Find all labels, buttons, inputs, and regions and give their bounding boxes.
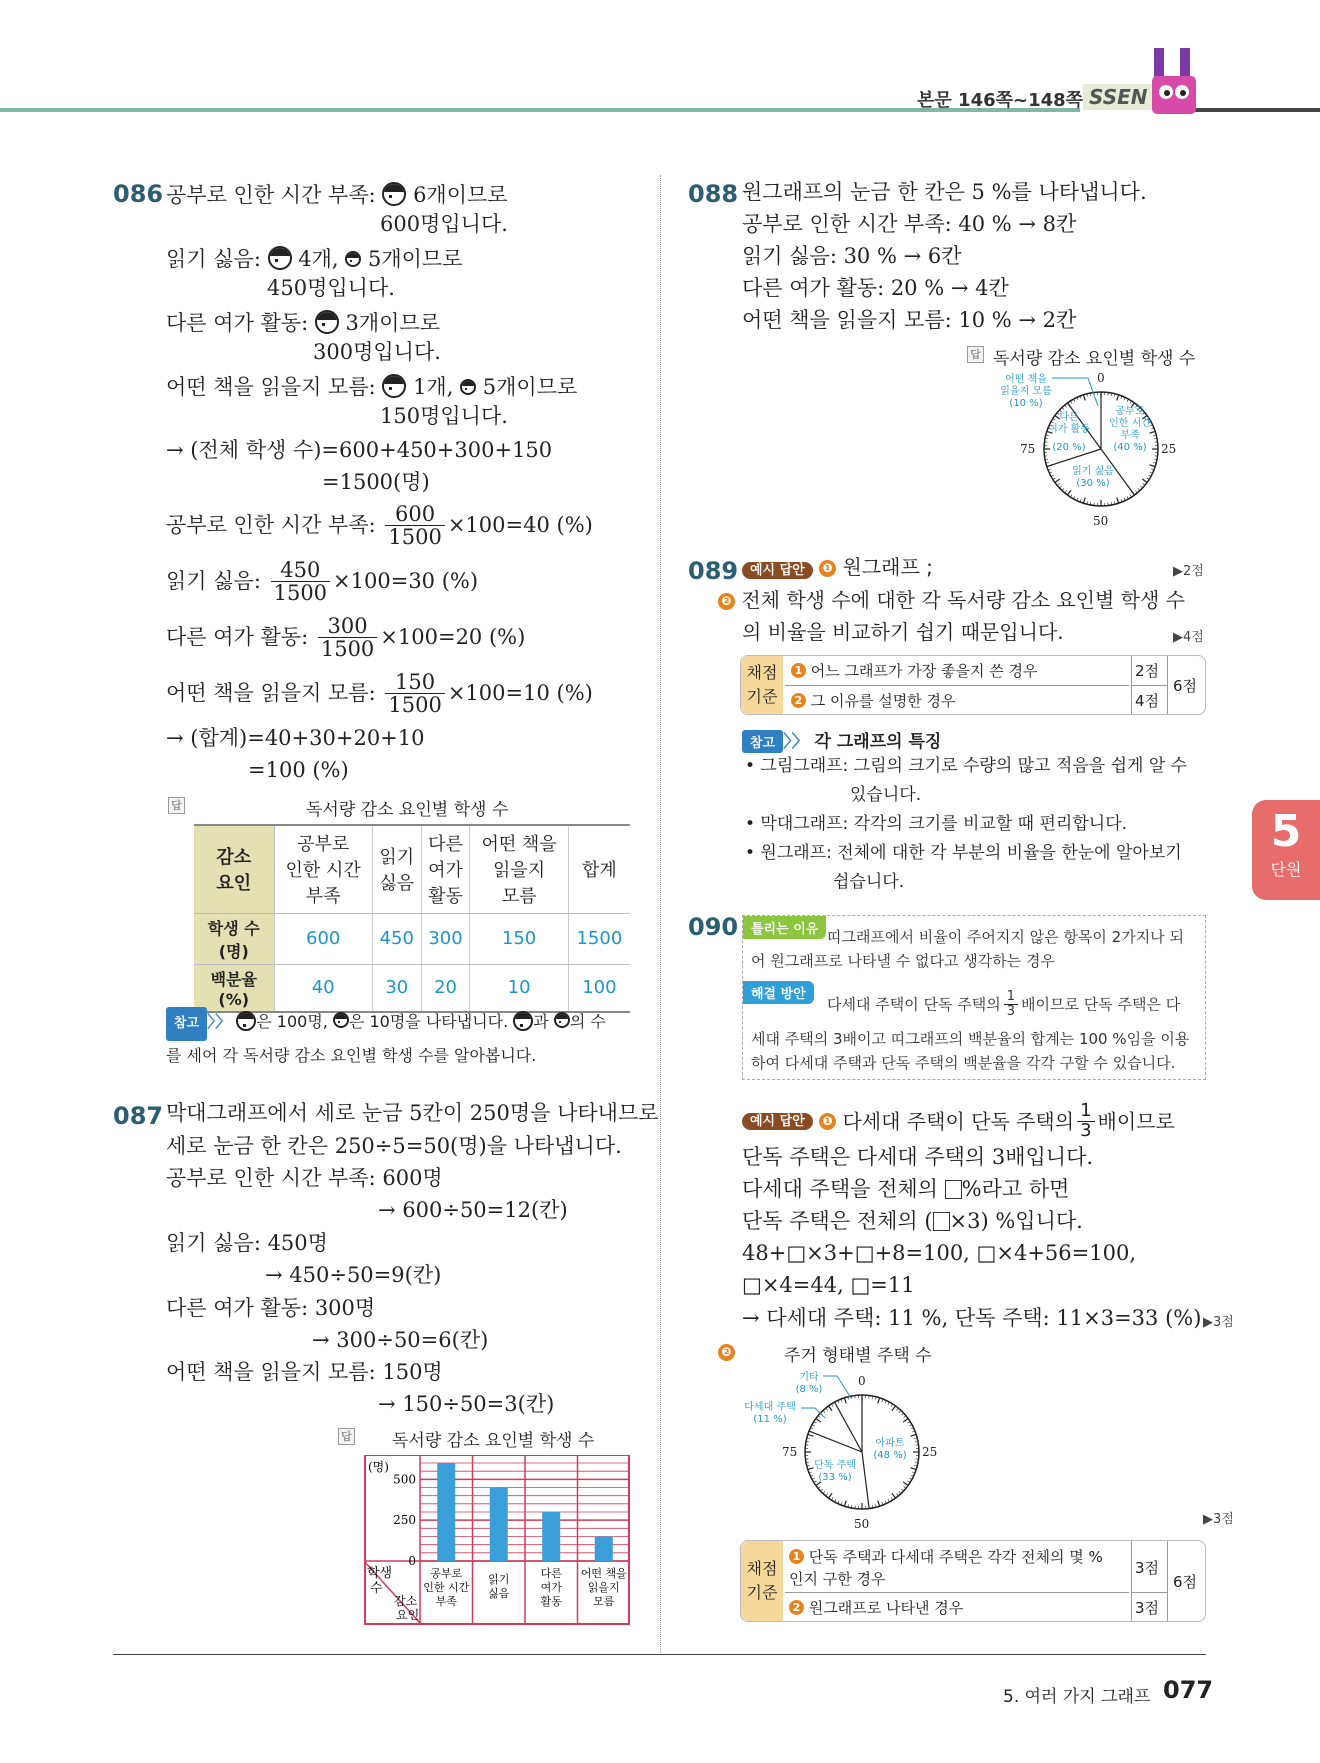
- text-line: □×4=44, □=11: [742, 1273, 915, 1297]
- slice-label: (40 %): [1113, 442, 1147, 453]
- grading-row: 2 원그래프로 나타낸 경우: [789, 1597, 963, 1618]
- text-line: 세로 눈금 한 칸은 250÷5=50(명)을 나타냅니다.: [166, 1134, 622, 1158]
- points: ▶3점: [1203, 1512, 1234, 1527]
- footer-rule: [113, 1654, 1206, 1655]
- grading-label: 채점 기준: [741, 656, 783, 714]
- table-cell: 300: [421, 913, 470, 964]
- answer-label: 답: [338, 1428, 355, 1445]
- slice-label: 공부로: [1115, 406, 1145, 417]
- wrong-tag: 틀리는 이유: [743, 916, 826, 939]
- text-line: → (전체 학생 수)=600+450+300+150: [166, 438, 553, 462]
- grading-points: 3점: [1135, 1559, 1160, 1577]
- text-line: 다른 여가 활동: 3개이므로: [166, 311, 441, 335]
- slice-label: 다른: [1059, 412, 1079, 423]
- table-cell: 40: [274, 964, 372, 1012]
- example-answer-badge: 예시 답안: [742, 1113, 813, 1130]
- problem-number: 089: [688, 557, 739, 585]
- hundred-face-icon: [236, 1011, 256, 1031]
- bar: [595, 1537, 613, 1562]
- slice-label: (33 %): [818, 1472, 852, 1483]
- ten-face-icon: [333, 1012, 349, 1028]
- text-line: → 450÷50=9(칸): [265, 1263, 442, 1287]
- problem-number: 086: [113, 180, 164, 208]
- slice-label: 아파트: [875, 1438, 905, 1449]
- blank-box: [945, 1180, 962, 1199]
- example-answer-badge: 예시 답안: [742, 562, 813, 579]
- grading-row: 1 단독 주택과 다세대 주택은 각각 전체의 몇 % 인지 구한 경우: [789, 1548, 1103, 1588]
- ten-face-icon: [345, 251, 361, 267]
- answer-label: 답: [967, 346, 984, 363]
- y-axis-label: 수: [370, 1581, 383, 1596]
- header-page-range: 본문 146쪽~148쪽: [917, 90, 1084, 111]
- hundred-face-icon: [382, 182, 406, 206]
- slice-label: 부족: [1120, 430, 1140, 441]
- mascot-icon: [1150, 46, 1198, 118]
- solution-text: 다세대 주택이 단독 주택의 $\frac{1}{3}$ 배이므로 단독 주택은 다: [827, 989, 1181, 1019]
- category-label: 공부로: [430, 1567, 463, 1580]
- slice-label: (10 %): [1009, 398, 1043, 409]
- solution-text: 세대 주택의 3배이고 띠그래프의 백분율의 합계는 100 %임을 이용: [751, 1030, 1190, 1048]
- text-line: 다른 여가 활동: 300명: [166, 1296, 376, 1320]
- ten-face-icon: [460, 379, 476, 395]
- grading-box: [740, 655, 1206, 715]
- y-axis-label: 학생: [367, 1566, 393, 1581]
- points: ▶2점: [1173, 564, 1204, 579]
- problem-number: 088: [688, 180, 739, 208]
- slice-label: 다세대 주택: [744, 1402, 796, 1413]
- row-label: 학생 수(명): [194, 913, 274, 964]
- table-cell: 10: [470, 964, 568, 1012]
- tick-label: 25: [1161, 442, 1177, 456]
- bar: [437, 1463, 455, 1561]
- footer-chapter: 5. 여러 가지 그래프: [1003, 1687, 1151, 1707]
- header-brand: SSEN: [1083, 84, 1154, 110]
- chart-title: 독서량 감소 요인별 학생 수: [392, 1431, 595, 1451]
- bar: [542, 1512, 560, 1561]
- text-line: 단독 주택은 다세대 주택의 3배입니다.: [742, 1145, 1094, 1169]
- tick-label: 50: [1093, 514, 1109, 528]
- tick-label: 25: [922, 1445, 938, 1459]
- note-title-line: 참고 〉〉 각 그래프의 특징: [742, 727, 941, 753]
- category-label: 부족: [435, 1595, 457, 1608]
- slice-boundary: [835, 1402, 862, 1452]
- row-label: 백분율(%): [194, 964, 274, 1012]
- table-cell: 30: [372, 964, 421, 1012]
- problem-number: 090: [688, 913, 739, 941]
- text-line: → 300÷50=6(칸): [312, 1328, 489, 1352]
- hundred-face-icon: [382, 374, 406, 398]
- tick-label: 500: [393, 1472, 416, 1487]
- slice-label: (8 %): [795, 1384, 823, 1395]
- side-tab-number: 5: [1270, 806, 1302, 857]
- note-tag: 참고: [742, 730, 783, 753]
- table-header: 다른 여가 활동: [421, 825, 470, 913]
- table-header: 어떤 책을 읽을지 모름: [470, 825, 568, 913]
- text-line: 600명입니다.: [380, 212, 508, 236]
- page-number: 077: [1163, 1676, 1214, 1704]
- table-cell: 1500: [568, 913, 630, 964]
- category-label: 읽기: [488, 1573, 510, 1586]
- category-label: 활동: [540, 1595, 562, 1608]
- slice-label: 여가 활동: [1048, 424, 1090, 435]
- text-line: → 600÷50=12(칸): [378, 1198, 568, 1222]
- text-line: 공부로 인한 시간 부족: 6개이므로: [166, 183, 508, 207]
- table-header: 읽기 싫음: [372, 825, 421, 913]
- unit-label: (명): [368, 1460, 389, 1474]
- text-line: 공부로 인한 시간 부족: 40 % → 8칸: [742, 212, 1077, 236]
- slice-label: 기타: [799, 1372, 819, 1383]
- tick-label: 0: [858, 1374, 866, 1388]
- note-line: 있습니다.: [850, 785, 922, 805]
- note-line: • 막대그래프: 각각의 크기를 비교할 때 편리합니다.: [745, 814, 1128, 834]
- slice-boundary: [862, 1452, 869, 1509]
- table-cell: 20: [421, 964, 470, 1012]
- text-line: → 150÷50=3(칸): [378, 1392, 555, 1416]
- hundred-face-icon: [315, 310, 339, 334]
- text-line: 450명입니다.: [267, 276, 395, 300]
- solution-text: 하여 다세대 주택과 단독 주택의 백분율을 각각 구할 수 있습니다.: [751, 1054, 1176, 1072]
- text-line: =1500(명): [322, 470, 430, 494]
- text-line: 어떤 책을 읽을지 모름: 1개, 5개이므로: [166, 375, 578, 399]
- grading-total: 6점: [1173, 1573, 1198, 1591]
- wrong-text: 띠그래프에서 비율이 주어지지 않은 항목이 2가지나 되: [827, 928, 1184, 946]
- text-line: 단독 주택은 전체의 ( ×3) %입니다.: [742, 1209, 1083, 1233]
- answer-label: 답: [168, 797, 185, 814]
- text-line: → 다세대 주택: 11 %, 단독 주택: 11×3=33 (%): [742, 1306, 1202, 1330]
- table-cell: 450: [372, 913, 421, 964]
- tick-label: 0: [1097, 371, 1105, 385]
- slice-label: 읽을지 모름: [1000, 386, 1052, 397]
- ten-face-icon: [554, 1012, 570, 1028]
- table-header: 감소 요인: [194, 825, 274, 913]
- text-line: 다세대 주택을 전체의 %라고 하면: [742, 1177, 1070, 1201]
- text-line: 공부로 인한 시간 부족: 600명: [166, 1166, 443, 1190]
- slice-label: 읽기 싫음: [1072, 466, 1114, 477]
- fraction-line: 공부로 인한 시간 부족: $\frac{600}{1500}$ ×100=40 (%): [166, 502, 593, 550]
- category-label: 싫음: [488, 1587, 510, 1600]
- step-marker: ❷: [718, 1343, 735, 1362]
- wrong-reason-box: [742, 915, 1206, 1080]
- slice-label: (11 %): [753, 1414, 787, 1425]
- note-line: • 원그래프: 전체에 대한 각 부분의 비율을 한눈에 알아보기: [745, 843, 1182, 863]
- answer-line: 의 비율을 비교하기 쉽기 때문입니다.: [742, 620, 1064, 644]
- grading-total: 6점: [1173, 677, 1198, 695]
- text-line: 막대그래프에서 세로 눈금 5칸이 250명을 나타내므로: [166, 1101, 659, 1125]
- grading-label: 채점 기준: [741, 1541, 783, 1621]
- tick-label: 250: [393, 1513, 416, 1528]
- slice-label: (48 %): [873, 1450, 907, 1461]
- slice-label: 어떤 책을: [1005, 374, 1047, 385]
- slice-boundary: [809, 1431, 862, 1452]
- category-label: 읽을지: [587, 1581, 620, 1594]
- text-line: 원그래프의 눈금 한 칸은 5 %를 나타냅니다.: [742, 180, 1147, 204]
- table-title: 독서량 감소 요인별 학생 수: [306, 800, 509, 820]
- answer-line: ❷ 전체 학생 수에 대한 각 독서량 감소 요인별 학생 수: [718, 590, 1185, 610]
- blank-box: [933, 1212, 950, 1231]
- pie-title: 주거 형태별 주택 수: [784, 1346, 932, 1366]
- grading-points: 4점: [1135, 692, 1160, 710]
- side-tab-label: 단원: [1270, 860, 1302, 879]
- fraction-line: 어떤 책을 읽을지 모름: $\frac{150}{1500}$ ×100=10 (%): [166, 670, 593, 718]
- hundred-face-icon: [513, 1011, 533, 1031]
- table-header: 공부로 인한 시간 부족: [274, 825, 372, 913]
- grading-box: [740, 1540, 1206, 1622]
- bar-chart: [364, 1455, 630, 1625]
- column-divider: [660, 175, 661, 1653]
- text-line: 어떤 책을 읽을지 모름: 10 % → 2칸: [742, 308, 1077, 332]
- text-line: 다른 여가 활동: 20 % → 4칸: [742, 276, 1009, 300]
- note-tag: 참고: [166, 1007, 207, 1041]
- x-axis-label: 요인: [396, 1608, 420, 1622]
- text-line: 읽기 싫음: 30 % → 6칸: [742, 244, 962, 268]
- text-line: → (합계)=40+30+20+10: [166, 726, 425, 750]
- tick-label: 75: [1020, 442, 1036, 456]
- points: ▶4점: [1173, 630, 1204, 645]
- tick-label: 50: [854, 1517, 870, 1531]
- x-axis-label: 감소: [394, 1594, 418, 1608]
- slice-label: 인한 시간: [1109, 418, 1151, 429]
- table-cell: 100: [568, 964, 630, 1012]
- fraction-line: 읽기 싫음: $\frac{450}{1500}$ ×100=30 (%): [166, 558, 479, 606]
- points: ▶3점: [1203, 1315, 1234, 1330]
- note-line: • 그림그래프: 그림의 크기로 수량의 많고 적음을 쉽게 알 수: [745, 756, 1188, 776]
- text-line: 읽기 싫음: 4개, 5개이므로: [166, 247, 463, 271]
- problem-number: 087: [113, 1102, 164, 1130]
- category-label: 다른: [540, 1567, 562, 1580]
- text-line: 300명입니다.: [313, 340, 441, 364]
- wrong-text: 어 원그래프로 나타낼 수 없다고 생각하는 경우: [751, 952, 1055, 970]
- table-header: 합계: [568, 825, 630, 913]
- hundred-face-icon: [268, 246, 292, 270]
- fraction-line: 다른 여가 활동: $\frac{300}{1500}$ ×100=20 (%): [166, 614, 526, 662]
- answer-line: 예시 답안 ❶ 다세대 주택이 단독 주택의 $\frac{1}{3}$ 배이므로: [742, 1102, 1175, 1141]
- slice-label: 단독 주택: [814, 1460, 856, 1471]
- grading-row: 2 그 이유를 설명한 경우: [791, 690, 956, 711]
- data-table: [194, 824, 630, 1013]
- text-line: 150명입니다.: [380, 404, 508, 428]
- text-line: 48+□×3+□+8=100, □×4+56=100,: [742, 1241, 1137, 1265]
- note-block: 참고 〉〉 은 100명, 은 10명을 나타냅니다. 과 의 수 를 세어 각 독서량 감소 요인별 학생 수를 알아봅니다.: [166, 1007, 636, 1071]
- slice-label: (20 %): [1052, 442, 1086, 453]
- pie-chart: [990, 370, 1240, 530]
- grading-points: 3점: [1135, 1599, 1160, 1617]
- grading-row: 1 어느 그래프가 가장 좋을지 쓴 경우: [791, 660, 1037, 681]
- table-cell: 150: [470, 913, 568, 964]
- side-tab: [1252, 800, 1320, 900]
- category-label: 인한 시간: [423, 1581, 470, 1594]
- category-label: 여가: [540, 1581, 562, 1594]
- slice-label: (30 %): [1076, 478, 1110, 489]
- solution-tag: 해결 방안: [743, 981, 814, 1004]
- note-line: 쉽습니다.: [833, 872, 905, 892]
- text-line: =100 (%): [248, 758, 349, 782]
- grading-points: 2점: [1135, 662, 1160, 680]
- category-label: 모름: [593, 1595, 615, 1608]
- tick-label: 0: [408, 1554, 416, 1568]
- text-line: 읽기 싫음: 450명: [166, 1231, 328, 1255]
- category-label: 어떤 책을: [580, 1567, 627, 1580]
- answer-line: 예시 답안 ❶ 원그래프 ;: [742, 557, 933, 579]
- pie-chart: [735, 1370, 975, 1540]
- tick-label: 75: [782, 1445, 798, 1459]
- text-line: 어떤 책을 읽을지 모름: 150명: [166, 1360, 443, 1384]
- bar: [490, 1488, 508, 1562]
- pie-title: 독서량 감소 요인별 학생 수: [993, 349, 1196, 369]
- table-cell: 600: [274, 913, 372, 964]
